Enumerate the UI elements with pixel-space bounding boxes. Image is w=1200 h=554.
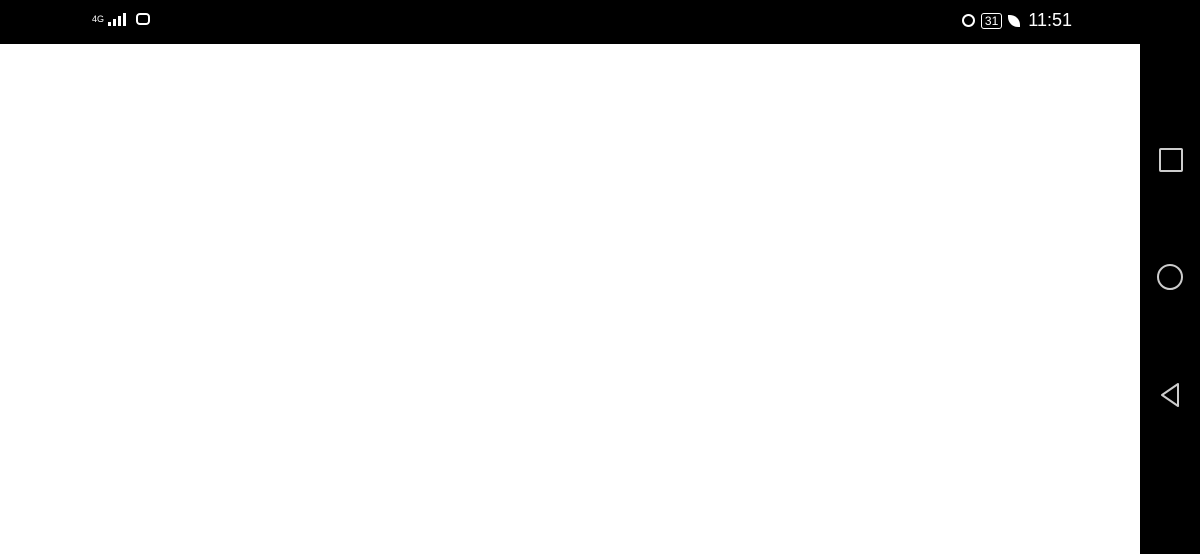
status-bar	[0, 0, 1140, 44]
battery-level: 31	[981, 13, 1002, 29]
power-saving-icon	[1008, 15, 1020, 27]
web-page[interactable]	[0, 44, 1140, 554]
app-notification-icon	[136, 13, 150, 25]
network-type: 4G	[92, 13, 105, 24]
recent-apps-icon[interactable]	[1159, 148, 1183, 172]
clock: 11:51	[1028, 10, 1072, 30]
navigation-bar	[1140, 0, 1200, 554]
signal-icon	[108, 12, 126, 26]
alarm-icon	[962, 14, 975, 27]
status-right	[962, 10, 1072, 31]
home-icon[interactable]	[1157, 264, 1183, 290]
back-icon[interactable]	[1158, 382, 1182, 408]
status-left	[92, 12, 150, 26]
